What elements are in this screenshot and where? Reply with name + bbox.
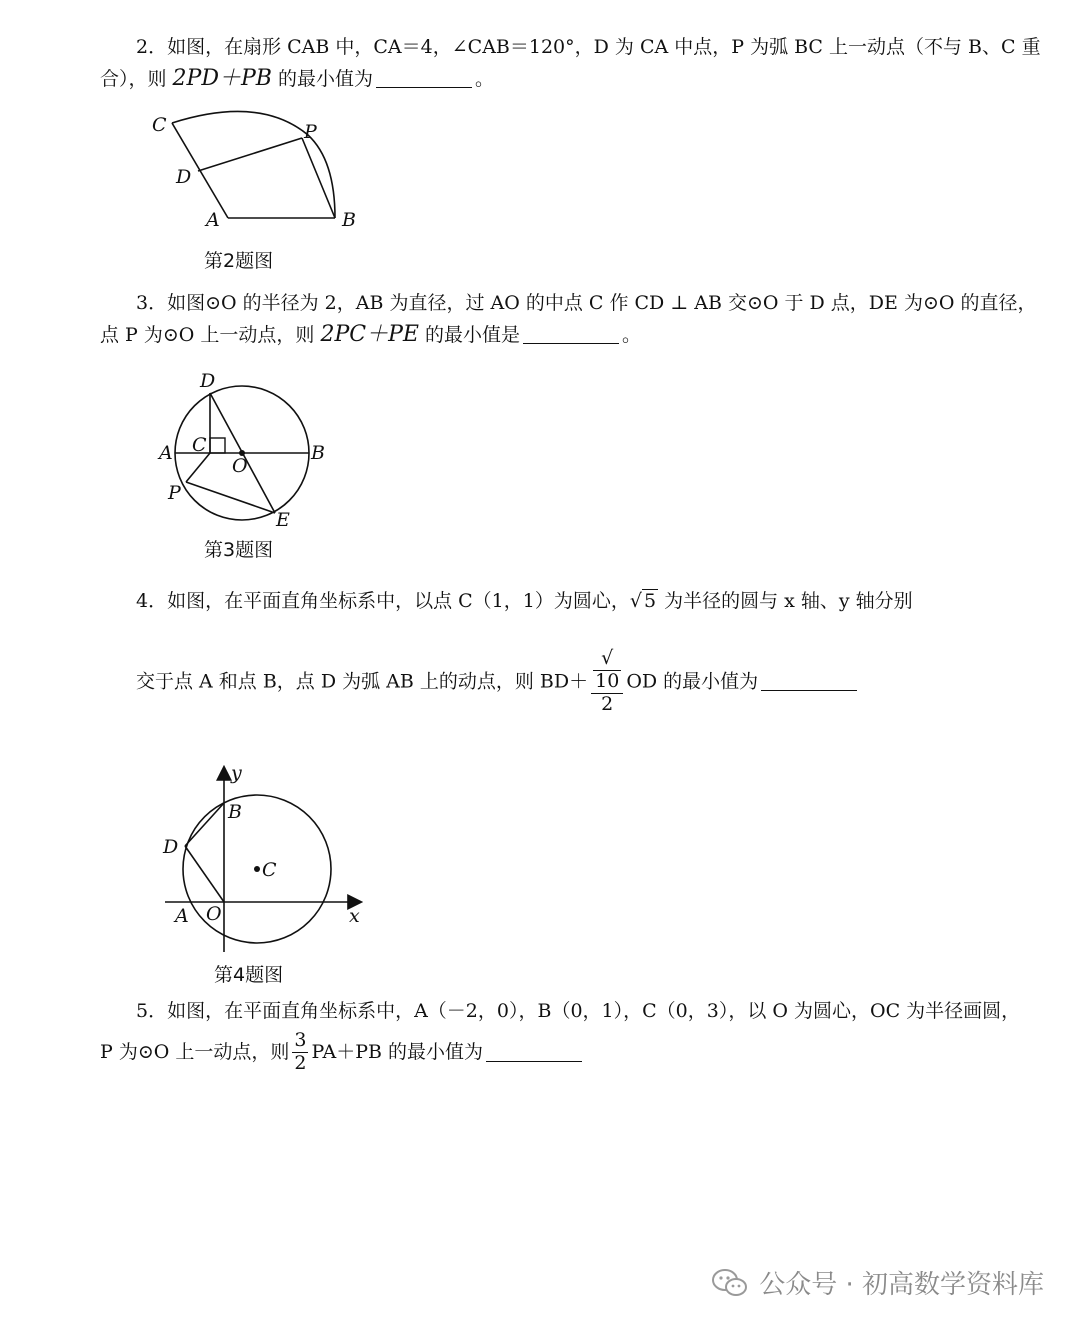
q4-answer-blank [761, 672, 857, 691]
q4-fraction-radicand: 10 [595, 669, 620, 692]
wechat-icon [711, 1267, 749, 1299]
q4-sqrt5: √ 5 [629, 590, 657, 612]
q2-caption: 第2题图 [204, 250, 274, 272]
q3-label-c: C [192, 434, 207, 456]
q5-line1: 5．如图，在平面直角坐标系中，A（－2，0），B（0，1），C（0，3），以 O 为圆心，OC 为半径画圆， [136, 1000, 1021, 1022]
q5-fraction [292, 1030, 308, 1075]
q4-caption: 第4题图 [214, 964, 284, 986]
q4-label-d: D [163, 836, 179, 858]
q2-figure [140, 105, 380, 240]
q4-figure [155, 760, 370, 960]
watermark [711, 1264, 1044, 1301]
q2-line1: 2．如图，在扇形 CAB 中，CA＝4，∠CAB＝120°，D 为 CA 中点，P 为弧 BC 上一动点（不与 B、C 重 [136, 36, 1041, 58]
q3-label-b: B [311, 442, 325, 464]
q2-line2 [100, 68, 494, 90]
q3-line2-prefix: 点 P 为⊙O 上一动点，则 [100, 324, 321, 346]
q2-label-d: D [176, 166, 192, 188]
q4-sqrt5-radicand: 5 [643, 590, 657, 612]
q4-label-c: C [262, 859, 277, 881]
q2-line2-suffix: 的最小值为 [271, 68, 374, 90]
q4-line2 [136, 648, 860, 716]
q2-end: 。 [475, 68, 495, 90]
q3-answer-blank [523, 325, 619, 344]
watermark-text: 公众号 · 初高数学资料库 [759, 1270, 1044, 1300]
q4-fraction [591, 648, 623, 716]
q2-label-a: A [206, 209, 220, 231]
q5-fraction-denominator: 2 [294, 1051, 307, 1074]
q5-line2-suffix: PA＋PB 的最小值为 [311, 1040, 484, 1063]
q4-fraction-numerator: √ 10 [591, 648, 623, 694]
q5-fraction-numerator: 3 [294, 1029, 307, 1051]
q4-line1-suffix: 为半径的圆与 x 轴、y 轴分别 [658, 590, 913, 612]
q2-expression: 2PD＋PB [172, 66, 272, 91]
q4-label-o: O [206, 903, 222, 925]
q3-line2-suffix: 的最小值是 [418, 324, 520, 346]
q3-end: 。 [622, 324, 642, 346]
q3-label-a: A [159, 442, 173, 464]
q3-caption: 第3题图 [204, 539, 274, 561]
q4-line2-prefix: 交于点 A 和点 B，点 D 为弧 AB 上的动点，则 BD＋ [136, 670, 589, 693]
q2-label-b: B [342, 209, 356, 231]
q5-answer-blank [486, 1043, 582, 1062]
q2-answer-blank [376, 69, 472, 88]
q3-label-p: P [168, 482, 181, 504]
q5-line2 [100, 1030, 585, 1075]
q3-line1: 3．如图⊙O 的半径为 2，AB 为直径，过 AO 的中点 C 作 CD ⊥ AB 交⊙O 于 D 点，DE 为⊙O 的直径， [136, 292, 1037, 314]
q2-line2-prefix: 合），则 [100, 68, 173, 90]
q3-line2 [100, 324, 641, 346]
q3-label-e: E [276, 509, 290, 530]
q3-expression: 2PC＋PE [320, 322, 419, 347]
q4-line2-suffix: OD 的最小值为 [626, 670, 759, 693]
q4-label-y: y [231, 762, 242, 784]
q4-fraction-denominator: 2 [601, 692, 614, 715]
q4-line1 [136, 592, 913, 611]
q4-label-b: B [228, 801, 242, 823]
q3-figure [150, 365, 340, 530]
q5-line2-prefix: P 为⊙O 上一动点，则 [100, 1040, 290, 1063]
q4-label-x: x [349, 905, 360, 927]
q4-line1-prefix: 4．如图，在平面直角坐标系中，以点 C（1，1）为圆心， [136, 590, 630, 612]
q3-label-d: D [200, 370, 216, 392]
q3-label-o: O [232, 455, 248, 477]
q2-label-c: C [152, 114, 167, 136]
q2-label-p: P [304, 121, 317, 143]
q4-label-a: A [175, 905, 189, 927]
